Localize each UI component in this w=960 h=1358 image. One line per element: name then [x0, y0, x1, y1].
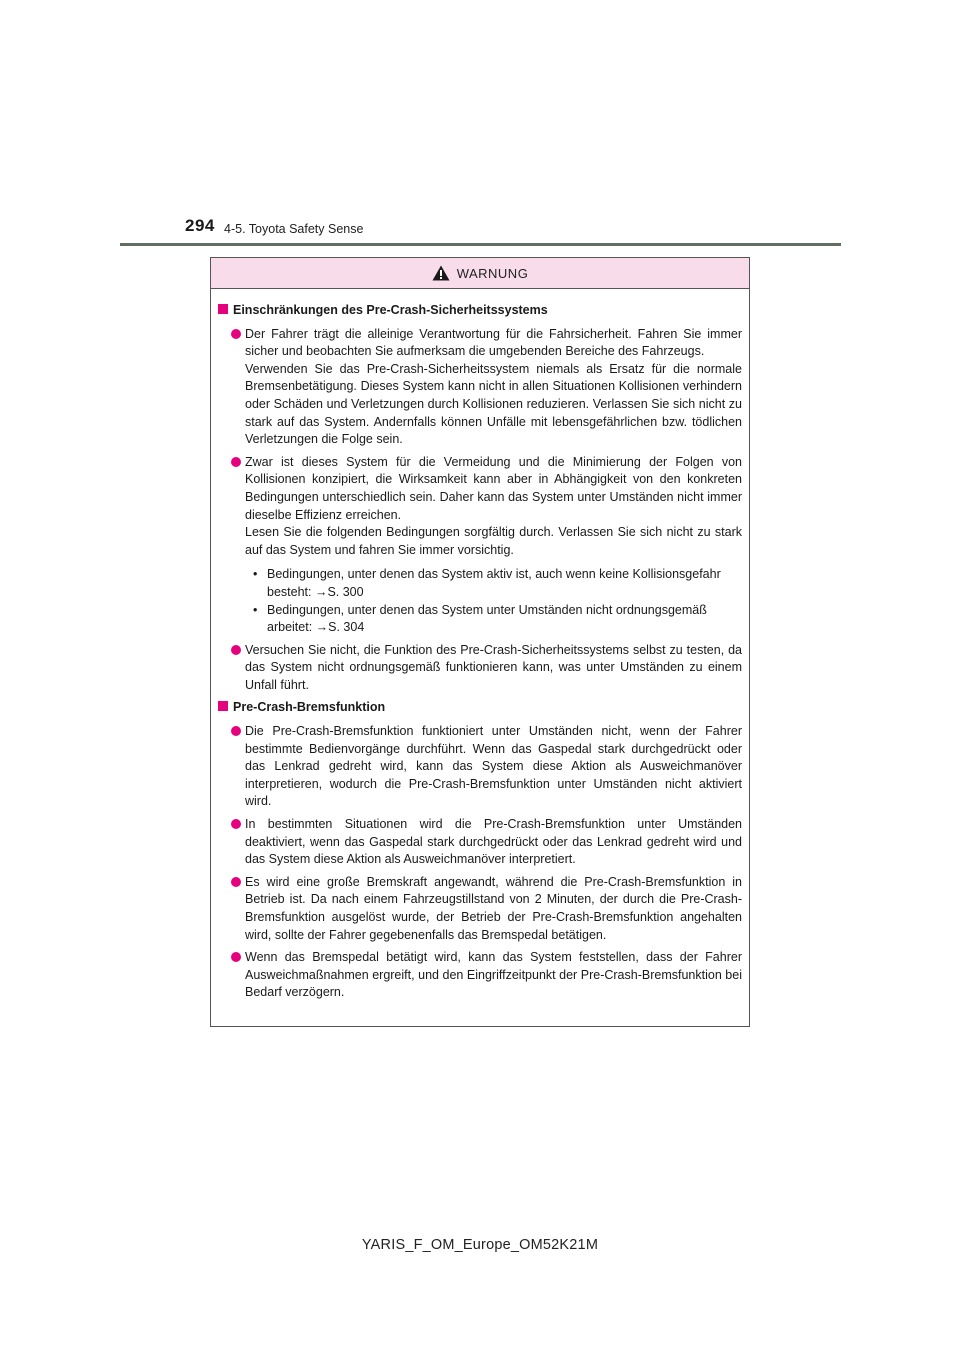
sub-item — [253, 602, 742, 637]
warning-title: WARNUNG — [456, 265, 529, 281]
section-heading — [218, 699, 742, 717]
section-heading-text: Pre-Crash-Bremsfunktion — [233, 700, 386, 715]
bullet-text: In bestimmten Situationen wird die Pre-Crash-Bremsfunktion unter Umständen deaktiviert, wenn das Gaspedal stark durchgedrückt oder das Lenkrad gedreht wird und das System diese Aktion als Ausweichmanöver interpretiert. — [245, 817, 742, 867]
sub-bullet-mark: • — [253, 602, 258, 617]
bullet-item — [231, 874, 742, 944]
paragraph: Verwenden Sie das Pre-Crash-Sicherheitssystem niemals als Ersatz für die normale Bremsenbetätigung. Dieses System kann nicht in allen Situationen Kollisionen verhindern oder Schäden und Verletzungen durch Kollisionen reduzieren. Verlassen Sie sich nicht zu stark auf das System. Andernfalls können Unfälle mit lebensgefährlichen bzw. tödlichen Verletzungen die Folge sein. — [245, 361, 742, 447]
circle-bullet-icon — [231, 877, 241, 887]
document-id: YARIS_F_OM_Europe_OM52K21M — [361, 1237, 599, 1253]
sub-item — [253, 566, 742, 601]
bullet-text: Die Pre-Crash-Bremsfunktion funktioniert unter Umständen nicht, wenn der Fahrer bestimmte Bedienvorgänge durchführt. Wenn das Gaspedal stark durchgedrückt oder das Lenkrad gedreht wird, kann das System diese Aktion als Ausweichmanöver interpretieren, wodurch die Pre-Crash-Bremsfunktion unter Umständen nicht aktiviert wird. — [245, 724, 742, 809]
circle-bullet-icon — [231, 726, 241, 736]
circle-bullet-icon — [231, 819, 241, 829]
sub-item-text: Bedingungen, unter denen das System unter Umständen nicht ordnungsgemäß arbeitet: →S. 304 — [267, 602, 707, 635]
bullet-item — [231, 723, 742, 811]
bullet-item — [231, 949, 742, 1002]
bullet-item — [231, 454, 742, 565]
warning-body — [211, 289, 749, 1002]
header-rule — [120, 243, 841, 246]
bullet-item — [231, 816, 742, 869]
bullet-text: Versuchen Sie nicht, die Funktion des Pre-Crash-Sicherheitssystems selbst zu testen, da das System nicht ordnungsgemäß funktionieren kann, was unter Umständen zu einem Unfall führt. — [245, 642, 742, 692]
circle-bullet-icon — [231, 457, 241, 467]
bullet-item — [231, 642, 742, 695]
section-title: 4-5. Toyota Safety Sense — [224, 222, 364, 236]
bullet-text — [245, 326, 742, 449]
section-heading — [218, 302, 742, 320]
bullet-text: Es wird eine große Bremskraft angewandt, während die Pre-Crash-Bremsfunktion in Betrieb ist. Da nach einem Fahrzeugstillstand von 2 Minuten, der durch die Pre-Crash-Bremsfunktion ausgelöst wurde, der Betrieb der Pre-Crash-Bremsfunktion angehalten wird, sollte der Fahrer gegebenenfalls das Bremspedal betätigen. — [245, 874, 742, 942]
square-bullet-icon — [218, 304, 228, 314]
circle-bullet-icon — [231, 329, 241, 339]
page-number: 294 — [185, 216, 215, 235]
warning-box — [210, 257, 750, 1027]
bullet-text: Wenn das Bremspedal betätigt wird, kann das System feststellen, dass der Fahrer Ausweichmaßnahmen ergreift, und den Eingriffzeitpunkt der Pre-Crash-Bremsfunktion bei Bedarf verzögern. — [245, 950, 742, 1000]
warning-triangle-icon — [432, 265, 450, 281]
circle-bullet-icon — [231, 952, 241, 962]
paragraph: Der Fahrer trägt die alleinige Verantwortung für die Fahrsicherheit. Fahren Sie immer sicher und beobachten Sie aufmerksam die umgebenden Bereiche des Fahrzeugs. — [245, 326, 742, 359]
square-bullet-icon — [218, 701, 228, 711]
warning-header — [211, 258, 749, 289]
bullet-item — [231, 326, 742, 449]
section-heading-text: Einschränkungen des Pre-Crash-Sicherheitssystems — [233, 303, 548, 317]
sub-bullet-mark: • — [253, 567, 258, 582]
circle-bullet-icon — [231, 645, 241, 655]
bullet-text — [245, 454, 742, 565]
paragraph: Zwar ist dieses System für die Vermeidung und die Minimierung der Folgen von Kollisionen konzipiert, die Wirksamkeit kann aber in Abhängigkeit von den konkreten Bedingungen unterschiedlich sein. Daher kann das System unter Umständen nicht immer dieselbe Effizienz erreichen. — [245, 454, 742, 522]
paragraph: Lesen Sie die folgenden Bedingungen sorgfältig durch. Verlassen Sie sich nicht zu stark auf das System und fahren Sie immer vorsichtig. — [245, 525, 742, 557]
sub-item-text: Bedingungen, unter denen das System aktiv ist, auch wenn keine Kollisionsgefahr besteht: →S. 300 — [267, 567, 721, 599]
